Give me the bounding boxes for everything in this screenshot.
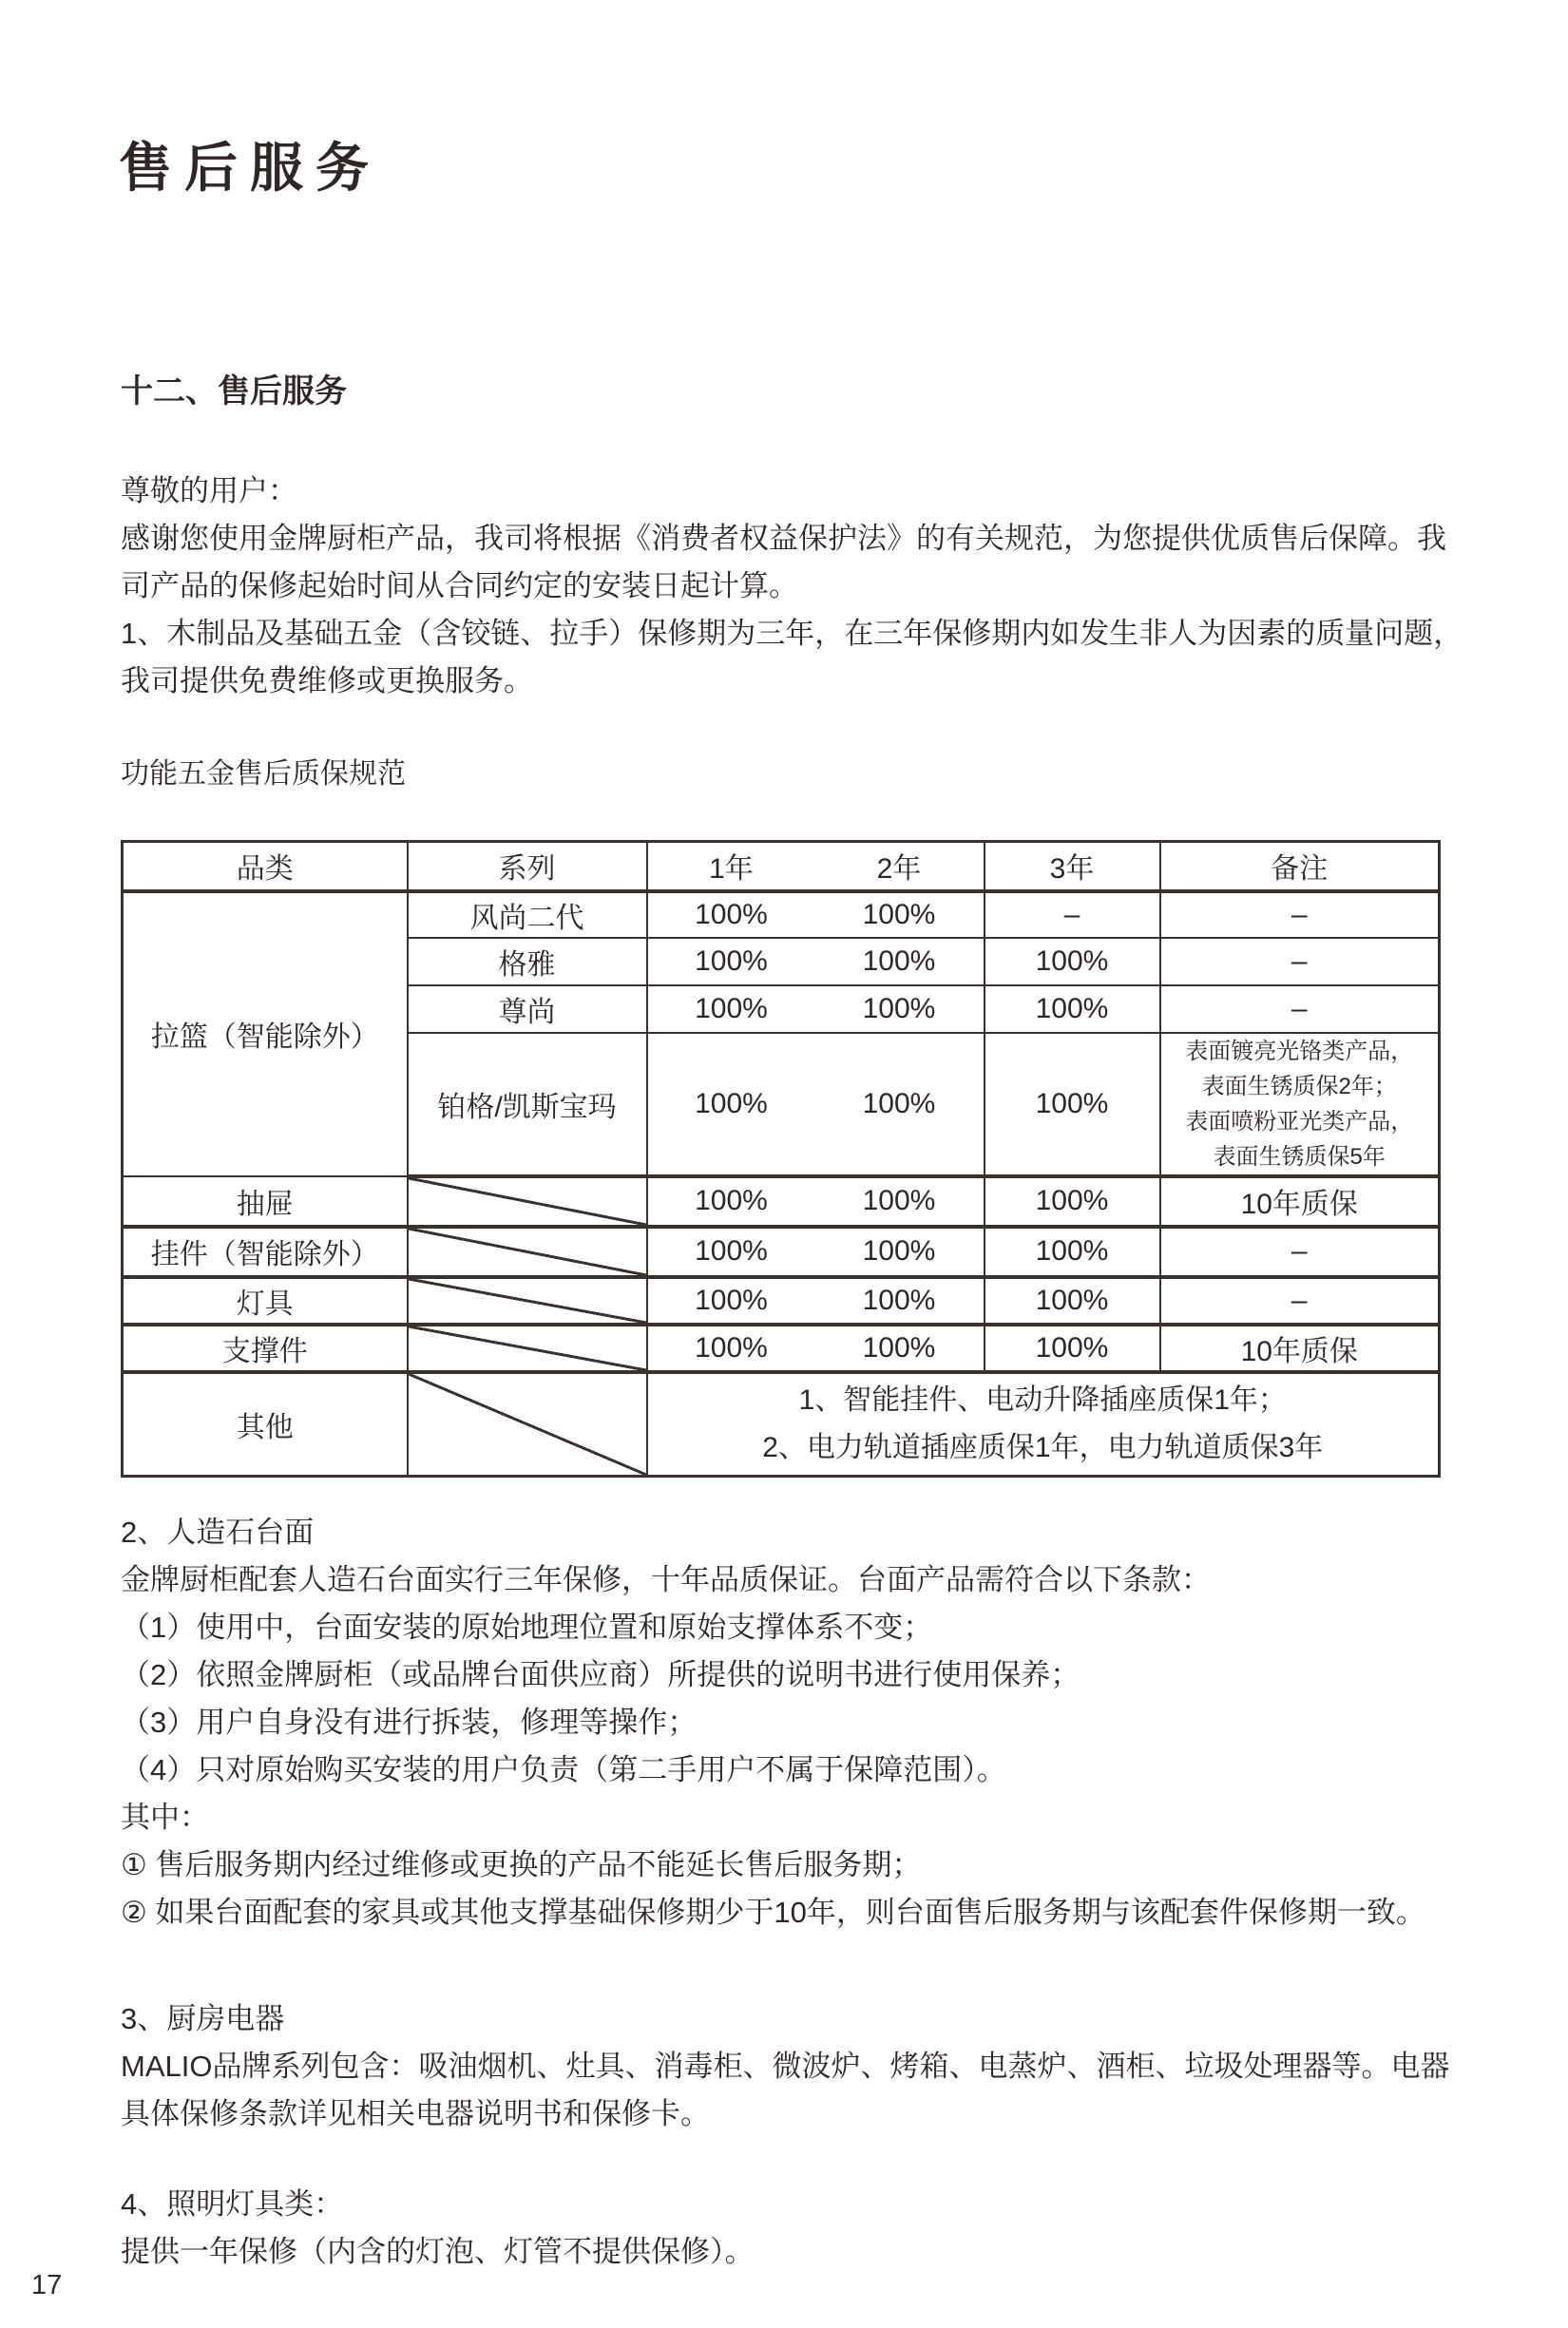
text-line: 1、木制品及基础五金（含铰链、拉手）保修期为三年，在三年保修期内如发生非人为因素的质量问题，	[121, 617, 1463, 650]
remark-line: 表面生锈质保5年	[1213, 1143, 1386, 1170]
header-year2: 2年	[815, 842, 985, 891]
diagonal-line	[409, 1374, 646, 1476]
table-row	[123, 1176, 1440, 1227]
text-line: 金牌厨柜配套人造石台面实行三年保修，十年品质保证。台面产品需符合以下条款：	[121, 1563, 1211, 1596]
text-line: 我司提供免费维修或更换服务。	[121, 664, 533, 697]
text-line: （4）只对原始购买安装的用户负责（第二手用户不属于保障范围）。	[121, 1753, 1006, 1786]
remark-line: 表面生锈质保2年；	[1201, 1073, 1397, 1099]
text-line: （1）使用中，台面安装的原始地理位置和原始支撑体系不变；	[121, 1611, 933, 1644]
cell-remark: –	[1160, 985, 1440, 1033]
table-row	[123, 891, 1440, 938]
cell-remark-multiline	[1160, 1033, 1440, 1176]
subsection-heading: 4、照明灯具类：	[121, 2187, 344, 2221]
cell-year3: 100%	[985, 1176, 1160, 1227]
cell-series-diagonal	[408, 1227, 647, 1277]
header-remark: 备注	[1160, 842, 1440, 891]
cell-year1: 100%	[647, 1227, 815, 1277]
cell-year3: 100%	[985, 1325, 1160, 1372]
stone-countertop-section	[121, 1509, 1425, 1937]
diagonal-line	[409, 1279, 646, 1323]
lighting-section	[121, 2181, 755, 2276]
table-header-row	[123, 842, 1440, 891]
cell-year1: 100%	[647, 1325, 815, 1372]
kitchen-appliance-section	[121, 1995, 1449, 2138]
text-line: MALIO品牌系列包含：吸油烟机、灶具、消毒柜、微波炉、烤箱、电蒸炉、酒柜、垃圾处理器等。电器	[121, 2050, 1450, 2083]
page-number: 17	[31, 2270, 63, 2300]
header-category: 品类	[123, 842, 408, 891]
text-line: 感谢您使用金牌厨柜产品，我司将根据《消费者权益保护法》的有关规范，为您提供优质售后保障。我	[121, 522, 1446, 555]
text-line: （2）依照金牌厨柜（或品牌台面供应商）所提供的说明书进行使用保养；	[121, 1658, 1080, 1691]
warranty-table	[121, 840, 1441, 1478]
header-year3: 3年	[985, 842, 1160, 891]
cell-series-diagonal	[408, 1277, 647, 1325]
diagonal-line	[409, 1326, 646, 1370]
cell-year3: 100%	[985, 938, 1160, 985]
cell-year3: 100%	[985, 1277, 1160, 1325]
text-line: 提供一年保修（内含的灯泡、灯管不提供保修）。	[121, 2235, 755, 2268]
cell-year3: –	[985, 891, 1160, 938]
cell-series: 尊尚	[408, 985, 647, 1033]
cell-category-group: 拉篮（智能除外）	[123, 891, 408, 1176]
cell-series: 风尚二代	[408, 891, 647, 938]
text-line: 具体保修条款详见相关电器说明书和保修卡。	[121, 2097, 710, 2130]
text-line: 其中：	[121, 1801, 209, 1834]
cell-remark: –	[1160, 938, 1440, 985]
note-line: 1、智能挂件、电动升降插座质保1年；	[798, 1383, 1287, 1416]
header-series: 系列	[408, 842, 647, 891]
intro-paragraph	[121, 468, 1463, 705]
remark-line: 表面镀亮光铬类产品，	[1185, 1038, 1414, 1064]
cell-year1: 100%	[647, 1176, 815, 1227]
note-line: 2、电力轨道插座质保1年，电力轨道质保3年	[762, 1431, 1324, 1463]
cell-series-diagonal	[408, 1176, 647, 1227]
table-row	[123, 1227, 1440, 1277]
cell-category: 其他	[123, 1372, 408, 1477]
cell-remark: –	[1160, 1227, 1440, 1277]
cell-series-diagonal	[408, 1325, 647, 1372]
cell-year3: 100%	[985, 1033, 1160, 1176]
cell-year2: 100%	[815, 938, 985, 985]
cell-year3: 100%	[985, 985, 1160, 1033]
cell-remark: –	[1160, 891, 1440, 938]
cell-year1: 100%	[647, 985, 815, 1033]
cell-category: 支撑件	[123, 1325, 408, 1372]
cell-series: 格雅	[408, 938, 647, 985]
cell-year2: 100%	[815, 1277, 985, 1325]
cell-year2: 100%	[815, 985, 985, 1033]
table-row	[123, 1372, 1440, 1477]
cell-series-diagonal	[408, 1372, 647, 1477]
cell-year2: 100%	[815, 1033, 985, 1176]
cell-year2: 100%	[815, 1176, 985, 1227]
subsection-heading: 3、厨房电器	[121, 2002, 285, 2035]
cell-other-notes	[647, 1372, 1440, 1477]
section-heading: 十二、售后服务	[121, 373, 347, 410]
text-line: ① 售后服务期内经过维修或更换的产品不能延长售后服务期；	[121, 1848, 922, 1881]
cell-remark: 10年质保	[1160, 1325, 1440, 1372]
cell-year2: 100%	[815, 891, 985, 938]
header-year1: 1年	[647, 842, 815, 891]
text-line: （3）用户自身没有进行拆装，修理等操作；	[121, 1706, 698, 1739]
cell-category: 挂件（智能除外）	[123, 1227, 408, 1277]
page-title: 售后服务	[119, 138, 381, 198]
table-row	[123, 1277, 1440, 1325]
cell-remark: –	[1160, 1277, 1440, 1325]
cell-year2: 100%	[815, 1325, 985, 1372]
cell-year1: 100%	[647, 1033, 815, 1176]
diagonal-line	[409, 1229, 646, 1275]
table-caption: 功能五金售后质保规范	[121, 758, 406, 790]
text-line: 尊敬的用户：	[121, 474, 297, 507]
cell-year2: 100%	[815, 1227, 985, 1277]
cell-year1: 100%	[647, 938, 815, 985]
cell-year1: 100%	[647, 891, 815, 938]
cell-remark: 10年质保	[1160, 1176, 1440, 1227]
remark-line: 表面喷粉亚光类产品，	[1185, 1108, 1414, 1135]
diagonal-line	[409, 1178, 646, 1225]
table-row	[123, 1325, 1440, 1372]
text-line: ② 如果台面配套的家具或其他支撑基础保修期少于10年，则台面售后服务期与该配套件保修期一致。	[121, 1896, 1425, 1929]
cell-year1: 100%	[647, 1277, 815, 1325]
text-line: 司产品的保修起始时间从合同约定的安装日起计算。	[121, 569, 798, 602]
cell-category: 抽屉	[123, 1176, 408, 1227]
cell-category: 灯具	[123, 1277, 408, 1325]
cell-series: 铂格/凯斯宝玛	[408, 1033, 647, 1176]
subsection-heading: 2、人造石台面	[121, 1516, 315, 1549]
cell-year3: 100%	[985, 1227, 1160, 1277]
